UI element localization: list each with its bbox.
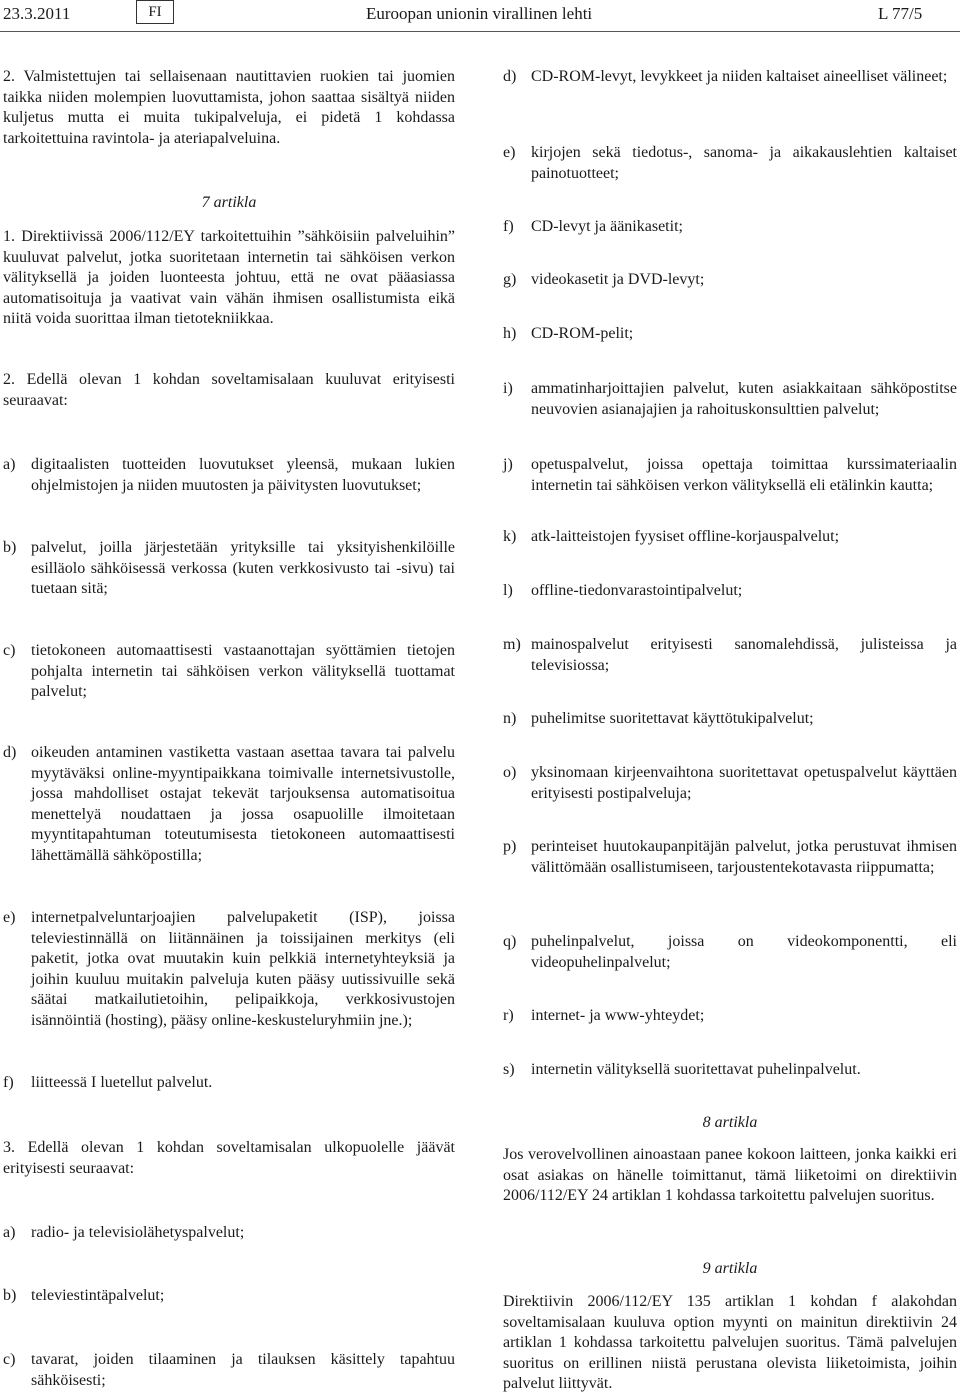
item-label: o) (503, 764, 517, 781)
item-text: CD-levyt ja äänikasetit; (531, 218, 683, 235)
list-item (3, 908, 455, 1032)
language-badge: FI (136, 0, 174, 24)
item-label: b) (3, 1287, 17, 1304)
item-label: h) (503, 325, 517, 342)
item-label: q) (503, 933, 517, 950)
item-label: g) (503, 271, 517, 288)
list-item (3, 641, 455, 703)
item-label: s) (503, 1061, 515, 1078)
item-text: puhelinpalvelut, joissa on videokomponentti, eli videopuhelinpalvelut; (531, 933, 957, 971)
item-text: offline-tiedonvarastointipalvelut; (531, 582, 743, 599)
article-7-paragraph-1: 1. Direktiivissä 2006/112/EY tarkoitettuihin ”sähköisiin palveluihin” kuuluvat palvelut, jotka suoritetaan internetin tai sähköisen verkon välityksellä ja joiden luonteesta johtuu, että ne ovat pääasiassa automatisoituja ja vaativat vain vähän ihmisen osallistumista eikä niitä voida suorittaa ilman tietotekniikkaa. (3, 228, 455, 327)
list-item (3, 1350, 455, 1392)
list-item (503, 270, 957, 292)
list-item (503, 581, 957, 603)
item-label: p) (503, 838, 517, 855)
list-item (503, 932, 957, 974)
item-text: internet- ja www-yhteydet; (531, 1007, 705, 1024)
list-item (3, 1073, 455, 1095)
item-label: a) (3, 456, 16, 473)
item-label: n) (503, 710, 517, 727)
item-text: yksinomaan kirjeenvaihtona suoritettavat opetuspalvelut käyttäen erityisesti postipalveluja; (531, 764, 957, 802)
item-label: f) (3, 1074, 14, 1091)
item-text: tavarat, joiden tilaaminen ja tilauksen käsittely tapahtuu sähköisesti; (31, 1351, 455, 1389)
item-label: c) (3, 1351, 16, 1368)
list-item (503, 1060, 957, 1082)
list-item (503, 379, 957, 421)
item-text: internetin välityksellä suoritettavat puhelinpalvelut. (531, 1061, 861, 1078)
article-7-heading: 7 artikla (201, 194, 257, 211)
list-item (503, 837, 957, 899)
item-text: televiestintäpalvelut; (31, 1287, 165, 1304)
header-date: 23.3.2011 (3, 4, 71, 23)
item-text: CD-ROM-levyt, levykkeet ja niiden kaltaiset aineelliset välineet; (531, 68, 948, 85)
article-9-paragraph: Direktiivin 2006/112/EY 135 artiklan 1 kohdan f alakohdan soveltamisalaan kuuluva option myynti on mainitun direktiivin 24 artiklan 1 kohdassa tarkoitettu palvelujen suoritus. Tämä palvelujen suoritus on erillinen niistä perustana olevista liiketoimista, joihin palvelut liittyvät. (503, 1293, 957, 1392)
item-text: radio- ja televisiolähetyspalvelut; (31, 1224, 245, 1241)
list-item (3, 1223, 455, 1245)
item-text: puhelimitse suoritettavat käyttötukipalvelut; (531, 710, 814, 727)
item-label: i) (503, 380, 513, 397)
list-item (503, 1006, 957, 1028)
header-divider (0, 31, 960, 32)
item-text: tietokoneen automaattisesti vastaanottajan syöttämien tietojen pohjalta internetin tai sähköisen verkon välityksellä tuottamat palvelut; (31, 642, 455, 700)
item-label: r) (503, 1007, 514, 1024)
list-item (503, 527, 957, 549)
item-label: m) (503, 636, 521, 653)
item-text: perinteiset huutokaupanpitäjän palvelut, jotka perustuvat ihmisen välittömään osallistumiseen, tarjoustentekotavasta riippumatta; (531, 838, 957, 876)
item-text: oikeuden antaminen vastiketta vastaan asettaa tavara tai palvelu myytäväksi online-myyntipaikkana toimivalle internetsivustolle, jossa mahdolliset ostajat tekevät tarjouksensa automatisoitua menettelyä noudattaen ja jossa osapuolille ilmoitetaan myyntitapahtuman toteutumisesta tietokoneen automaattisesti lähettämällä sähköpostilla; (31, 744, 455, 864)
item-label: j) (503, 456, 513, 473)
list-item (3, 455, 455, 497)
item-text: videokasetit ja DVD-levyt; (531, 271, 705, 288)
item-label: e) (3, 909, 16, 926)
article-9-heading: 9 artikla (702, 1260, 758, 1277)
list-item (503, 635, 957, 677)
item-text: mainospalvelut erityisesti sanomalehdissä, julisteissa ja televisiossa; (531, 636, 957, 674)
item-label: c) (3, 642, 16, 659)
list-item (503, 709, 957, 731)
journal-title: Euroopan unionin virallinen lehti (366, 4, 593, 23)
list-item (503, 143, 957, 185)
item-text: CD-ROM-pelit; (531, 325, 634, 342)
list-item (503, 324, 957, 346)
list-item (3, 743, 455, 867)
list-item (503, 763, 957, 805)
item-label: k) (503, 528, 517, 545)
item-text: palvelut, joilla järjestetään yrityksille tai yksityishenkilöille esilläolo sähköisessä verkossa (kuten verkkosivusto tai -sivu) tai tuetaan sitä; (31, 539, 455, 597)
item-label: e) (503, 144, 516, 161)
item-text: digitaalisten tuotteiden luovutukset yleensä, mukaan lukien ohjelmistojen ja niiden muutosten ja päivitysten luovutukset; (31, 456, 455, 494)
item-text: internetpalveluntarjoajien palvelupaketit (ISP), joissa televiestinnällä on liitännäinen ja toissijainen merkitys (eli paketit, jotka ovat muutakin kuin pelkkiä internetyhteyksiä ja joihin kuuluu muitakin palveluja kuten pääsy uutissivuille sekä säätai matkailutietoihin, pelipaikkoja, verkkosivustojen isännöintiä (hosting), pääsy online-keskusteluryhmiin jne.); (31, 909, 455, 1029)
item-label: b) (3, 539, 17, 556)
item-label: d) (3, 744, 17, 761)
page-header (0, 0, 960, 30)
article-7-paragraph-3: 3. Edellä olevan 1 kohdan soveltamisalan ulkopuolelle jäävät erityisesti seuraavat: (3, 1139, 455, 1177)
item-text: kirjojen sekä tiedotus-, sanoma- ja aikakauslehtien kaltaiset painotuotteet; (531, 144, 957, 182)
article-7-paragraph-2: 2. Edellä olevan 1 kohdan soveltamisalaan kuuluvat erityisesti seuraavat: (3, 371, 455, 409)
item-text: liitteessä I luetellut palvelut. (31, 1074, 213, 1091)
item-text: opetuspalvelut, joissa opettaja toimittaa kurssimateriaalin internetin tai sähköisen verkon välityksellä eli etälinkin kautta; (531, 456, 957, 494)
item-label: d) (503, 68, 517, 85)
list-item (503, 217, 957, 239)
item-label: a) (3, 1224, 16, 1241)
item-text: ammatinharjoittajien palvelut, kuten asiakkaitaan sähköpostitse neuvovien asianajajien ja rahoituskonsulttien palvelut; (531, 380, 957, 418)
paragraph-6-2: 2. Valmistettujen tai sellaisenaan nautittavien ruokien tai juomien taikka niiden molempien luovuttamista, johon saattaa sisältyä niiden kuljetus mutta ei muita tukipalveluja, ei pidetä 1 kohdassa tarkoitettuina ravintola- ja ateriapalveluina. (3, 68, 455, 147)
item-label: f) (503, 218, 514, 235)
article-8-heading: 8 artikla (702, 1114, 758, 1131)
page-number: L 77/5 (878, 4, 923, 23)
list-item (3, 538, 455, 600)
list-item (503, 67, 957, 109)
list-item (503, 455, 957, 497)
item-label: l) (503, 582, 513, 599)
item-text: atk-laitteistojen fyysiset offline-korjauspalvelut; (531, 528, 840, 545)
article-8-paragraph: Jos verovelvollinen ainoastaan panee kokoon laitteen, jonka kaikki eri osat asiakas on hänelle toimittanut, tämä liiketoimi on direktiivin 2006/112/EY 24 artiklan 1 kohdassa tarkoitettu palvelujen suoritus. (503, 1146, 957, 1204)
list-item (3, 1286, 455, 1308)
